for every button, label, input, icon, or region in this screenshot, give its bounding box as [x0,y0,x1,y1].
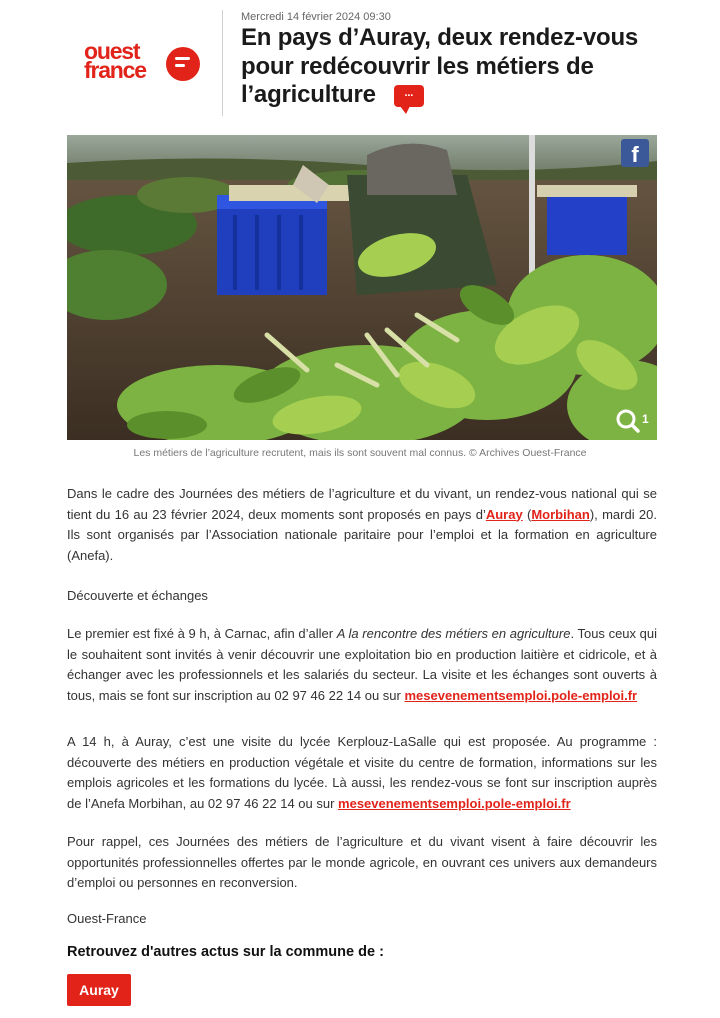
paragraph-auray-visit [67,732,657,814]
carnac-text-b: . Tous ceux qui le souhaitent sont invités à venir découvrir une exploitation bio en production laitière et cidricole, et à échanger avec les professionnels et les salariés du secteur. La visite et les échanges sont ouverts à tous, mais se font sur inscription au 02 97 46 22 14 ou sur [67,626,658,703]
zoom-count: 1 [642,412,649,426]
carnac-event-name: A la rencontre des métiers en agriculture [336,626,571,641]
logo-emblem-icon [166,47,200,81]
more-news-heading: Retrouvez d'autres actus sur la commune de : [67,944,384,960]
zoom-gallery-icon[interactable] [614,408,652,434]
comment-icon[interactable] [394,85,424,107]
article-header [0,0,720,125]
photo-caption: Les métiers de l’agriculture recrutent, mais ils sont souvent mal connus. © Archives Ouest-France [133,447,587,459]
paragraph-reminder: Pour rappel, ces Journées des métiers de l’agriculture et du vivant visent à faire découvrir les opportunités professionnelles offertes par le monde agricole, en ouvrant ces univers aux demandeurs d’emploi ou personnes en reconversion. [67,834,657,890]
comment-icon-label: ... [404,86,414,99]
facebook-share-icon[interactable]: f [621,139,649,167]
article-title [241,24,681,110]
ouest-france-logo[interactable] [84,38,204,90]
field-photo-illustration [67,135,657,440]
header-divider [222,10,223,116]
subheading: Découverte et échanges [67,588,208,603]
link-auray[interactable]: Auray [485,506,523,522]
article-signature: Ouest-France [67,911,147,926]
commune-tag-button[interactable]: Auray [67,974,131,1006]
publish-date: Mercredi 14 février 2024 09:30 [241,11,391,23]
auray-visit-text: A 14 h, à Auray, c’est une visite du lycée Kerplouz-LaSalle qui est proposée. Au programme : découverte des métiers en production végétale et visite du centre de formation, informations sur les emplois agricoles et les formations du lycée. Là aussi, les rendez-vous se font sur inscription auprès de l’Anefa Morbihan, au 02 97 46 22 14 ou sur [67,734,657,811]
link-registration-2[interactable]: mesevenementsemploi.pole-emploi.fr [338,795,571,811]
article-title-text: En pays d’Auray, deux rendez-vous pour redécouvrir les métiers de l’agriculture [241,24,639,108]
intro-text-c: ), mardi 20. Ils sont organisés par l’Association nationale paritaire pour l’emploi et la formation en agriculture (Anefa). [67,506,657,563]
carnac-text-a: Le premier est fixé à 9 h, à Carnac, afin d’aller [67,626,337,641]
link-registration-1[interactable]: mesevenementsemploi.pole-emploi.fr [404,687,638,703]
paragraph-carnac [67,624,657,706]
logo-line-2: france [84,57,146,83]
link-morbihan[interactable]: Morbihan [531,506,590,522]
logo-wordmark [84,38,168,83]
logo-line-1: ouest [84,38,140,64]
intro-text-a: Dans le cadre des Journées des métiers de l’agriculture et du vivant, un rendez-vous national qui se tient du 16 au 23 février 2024, deux moments sont proposés en pays d’ [67,486,657,522]
article-photo[interactable] [67,135,657,440]
intro-text-b: ( [522,506,532,522]
paragraph-intro [67,484,657,566]
